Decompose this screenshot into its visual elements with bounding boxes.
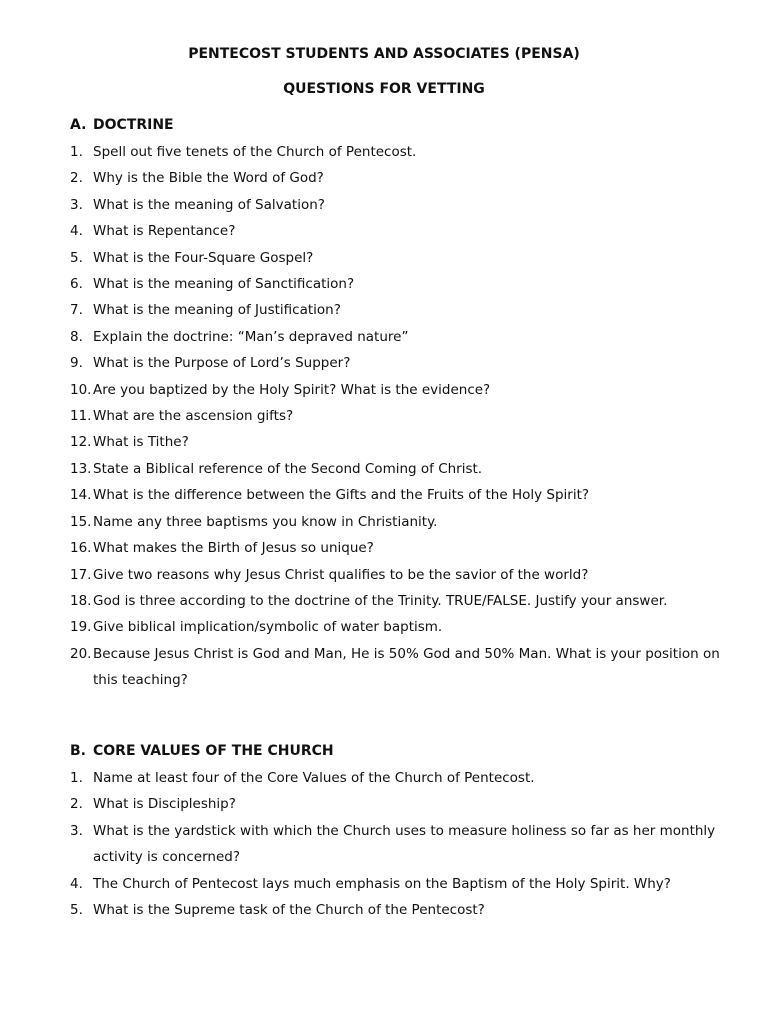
question-text: Because Jesus Christ is God and Man, He is 50% God and 50% Man. What is your position on this teaching? <box>93 645 720 689</box>
question-item <box>70 324 740 350</box>
question-item <box>70 897 740 923</box>
question-number: 1. <box>70 770 83 786</box>
section-a-heading <box>70 116 174 134</box>
question-number: 1. <box>70 144 83 160</box>
question-text: Name any three baptisms you know in Christianity. <box>93 513 438 530</box>
question-number: 7. <box>70 302 83 319</box>
question-text: What are the ascension gifts? <box>93 408 294 425</box>
question-item <box>70 614 740 640</box>
question-text: What is Repentance? <box>93 223 236 240</box>
question-item <box>70 218 740 244</box>
question-text: What is Tithe? <box>93 434 189 451</box>
question-item <box>70 509 740 535</box>
question-item <box>70 791 740 817</box>
question-number: 14. <box>70 487 92 504</box>
question-text: The Church of Pentecost lays much emphasis on the Baptism of the Holy Spirit. Why? <box>93 875 671 892</box>
question-number: 3. <box>70 196 83 213</box>
question-number: 12. <box>70 434 92 451</box>
question-item <box>70 403 740 429</box>
question-number: 4. <box>70 875 83 892</box>
question-number: 5. <box>70 902 83 919</box>
question-text: What is the yardstick with which the Church uses to measure holiness so far as her monthly activity is concerned? <box>93 822 716 866</box>
question-text: Are you baptized by the Holy Spirit? What is the evidence? <box>93 381 491 398</box>
question-number: 10. <box>70 381 92 398</box>
question-item <box>70 535 740 561</box>
question-item <box>70 482 740 508</box>
question-text: Spell out five tenets of the Church of Pentecost. <box>93 144 417 160</box>
question-number: 3. <box>70 822 83 839</box>
question-number: 18. <box>70 592 92 609</box>
question-number: 13. <box>70 460 92 477</box>
question-item <box>70 139 740 165</box>
section-b-title: CORE VALUES OF THE CHURCH <box>93 743 334 759</box>
question-item <box>70 765 740 791</box>
question-item <box>70 588 740 614</box>
question-number: 17. <box>70 566 92 583</box>
question-text: What is the meaning of Salvation? <box>93 196 325 213</box>
question-text: Why is the Bible the Word of God? <box>93 170 324 187</box>
question-text: What is the meaning of Justification? <box>93 302 341 319</box>
question-item <box>70 350 740 376</box>
question-text: State a Biblical reference of the Second Coming of Christ. <box>93 460 483 477</box>
question-number: 19. <box>70 619 92 636</box>
question-number: 2. <box>70 796 83 813</box>
question-text: What is the meaning of Sanctification? <box>93 276 355 293</box>
section-b-heading <box>70 742 334 760</box>
question-item <box>70 456 740 482</box>
document-subtitle: QUESTIONS FOR VETTING <box>283 81 485 97</box>
question-text: Give biblical implication/symbolic of water baptism. <box>93 619 443 636</box>
question-number: 15. <box>70 513 92 530</box>
question-item <box>70 271 740 297</box>
question-text: What is the Supreme task of the Church of the Pentecost? <box>93 902 485 919</box>
document-title: PENTECOST STUDENTS AND ASSOCIATES (PENSA) <box>188 46 580 62</box>
question-item <box>70 641 740 694</box>
question-text: Give two reasons why Jesus Christ qualifies to be the savior of the world? <box>93 566 589 583</box>
question-number: 20. <box>70 645 92 662</box>
section-a-title: DOCTRINE <box>93 117 174 133</box>
question-item <box>70 297 740 323</box>
question-text: What is the difference between the Gifts and the Fruits of the Holy Spirit? <box>93 487 590 504</box>
question-item <box>70 818 740 871</box>
question-item <box>70 192 740 218</box>
question-item <box>70 871 740 897</box>
question-number: 5. <box>70 249 83 266</box>
question-text: What makes the Birth of Jesus so unique? <box>93 540 374 557</box>
question-item <box>70 245 740 271</box>
question-text: What is the Four-Square Gospel? <box>93 249 314 266</box>
question-text: What is the Purpose of Lord’s Supper? <box>93 355 351 372</box>
question-number: 2. <box>70 170 83 187</box>
question-number: 4. <box>70 223 83 240</box>
section-b-letter: B. <box>70 743 86 759</box>
section-a-letter: A. <box>70 117 87 133</box>
section-a-question-list <box>70 139 740 694</box>
question-item <box>70 429 740 455</box>
section-b-question-list <box>70 765 740 923</box>
question-item <box>70 562 740 588</box>
question-item <box>70 377 740 403</box>
question-number: 6. <box>70 276 83 293</box>
question-text: Name at least four of the Core Values of the Church of Pentecost. <box>93 770 535 786</box>
question-number: 11. <box>70 408 92 425</box>
question-number: 8. <box>70 328 83 345</box>
question-number: 16. <box>70 540 92 557</box>
question-text: God is three according to the doctrine of the Trinity. TRUE/FALSE. Justify your answer. <box>93 592 668 609</box>
question-text: What is Discipleship? <box>93 796 236 813</box>
question-item <box>70 165 740 191</box>
question-text: Explain the doctrine: “Man’s depraved nature” <box>93 328 409 345</box>
question-number: 9. <box>70 355 83 372</box>
